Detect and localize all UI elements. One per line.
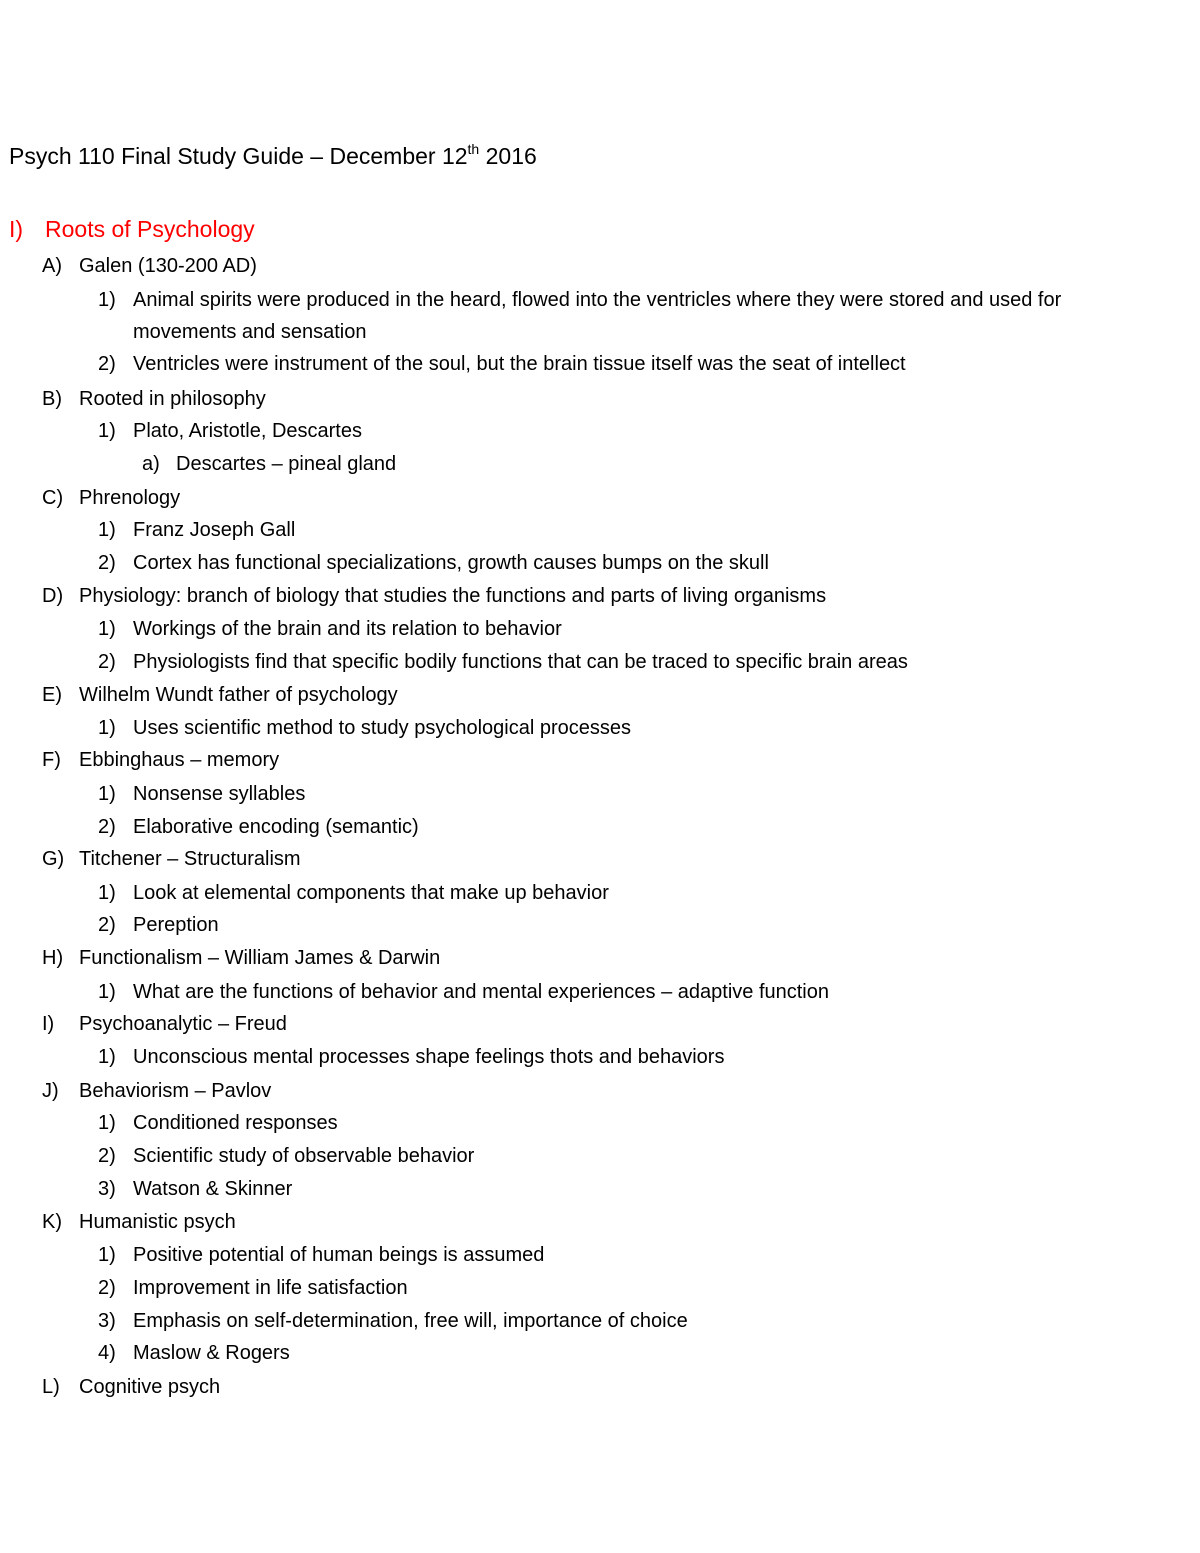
section-title: Roots of Psychology	[45, 216, 255, 242]
outline-item-a: A) Galen (130-200 AD)	[42, 255, 257, 277]
outline-item-c-1: 1) Franz Joseph Gall	[98, 519, 296, 541]
outline-item-k-1: 1) Positive potential of human beings is assumed	[98, 1244, 545, 1266]
outline-item-b-1: 1) Plato, Aristotle, Descartes	[98, 420, 362, 442]
section-heading	[9, 216, 255, 243]
title-year: 2016	[479, 143, 537, 169]
outline-item-k-3: 3) Emphasis on self-determination, free will, importance of choice	[98, 1310, 688, 1332]
outline-item-j-3: 3) Watson & Skinner	[98, 1178, 293, 1200]
title-main: Psych 110 Final Study Guide – December 12	[9, 143, 468, 169]
outline-item-b-1-a: a) Descartes – pineal gland	[142, 453, 397, 475]
outline-item-d-1: 1) Workings of the brain and its relation to behavior	[98, 618, 562, 640]
outline-item-j-2: 2) Scientific study of observable behavior	[98, 1145, 475, 1167]
outline-item-l: L) Cognitive psych	[42, 1376, 221, 1398]
title-superscript: th	[467, 141, 480, 157]
outline-item-f-2: 2) Elaborative encoding (semantic)	[98, 816, 419, 838]
outline-item-j-1: 1) Conditioned responses	[98, 1112, 338, 1134]
outline-item-e-1: 1) Uses scientific method to study psychological processes	[98, 717, 632, 739]
outline-item-a-1-continued: movements and sensation	[133, 321, 367, 343]
outline-item-i-1: 1) Unconscious mental processes shape feelings thots and behaviors	[98, 1046, 725, 1068]
outline-item-b: B) Rooted in philosophy	[42, 388, 266, 410]
outline-item-d: D) Physiology: branch of biology that studies the functions and parts of living organisms	[42, 585, 827, 607]
outline-item-d-2: 2) Physiologists find that specific bodily functions that can be traced to specific brain areas	[98, 651, 908, 673]
outline-item-k-2: 2) Improvement in life satisfaction	[98, 1277, 408, 1299]
outline-item-g-2: 2) Pereption	[98, 914, 219, 936]
outline-item-a-1: 1) Animal spirits were produced in the heard, flowed into the ventricles where they were stored and used for	[98, 289, 1062, 311]
outline-item-j: J) Behaviorism – Pavlov	[42, 1080, 272, 1102]
outline-item-a-2: 2) Ventricles were instrument of the soul, but the brain tissue itself was the seat of intellect	[98, 353, 906, 375]
document-title	[9, 143, 537, 170]
outline-item-f: F) Ebbinghaus – memory	[42, 749, 280, 771]
outline-item-k: K) Humanistic psych	[42, 1211, 236, 1233]
section-marker: I)	[9, 216, 24, 242]
outline-item-i: I) Psychoanalytic – Freud	[42, 1013, 287, 1035]
outline-item-h: H) Functionalism – William James & Darwin	[42, 947, 441, 969]
outline-item-c: C) Phrenology	[42, 487, 181, 509]
outline-item-c-2: 2) Cortex has functional specializations, growth causes bumps on the skull	[98, 552, 769, 574]
outline-item-k-4: 4) Maslow & Rogers	[98, 1342, 290, 1364]
outline-item-h-1: 1) What are the functions of behavior and mental experiences – adaptive function	[98, 981, 829, 1003]
outline-item-g: G) Titchener – Structuralism	[42, 848, 301, 870]
outline-item-g-1: 1) Look at elemental components that make up behavior	[98, 882, 609, 904]
outline-item-e: E) Wilhelm Wundt father of psychology	[42, 684, 398, 706]
outline-item-f-1: 1) Nonsense syllables	[98, 783, 306, 805]
